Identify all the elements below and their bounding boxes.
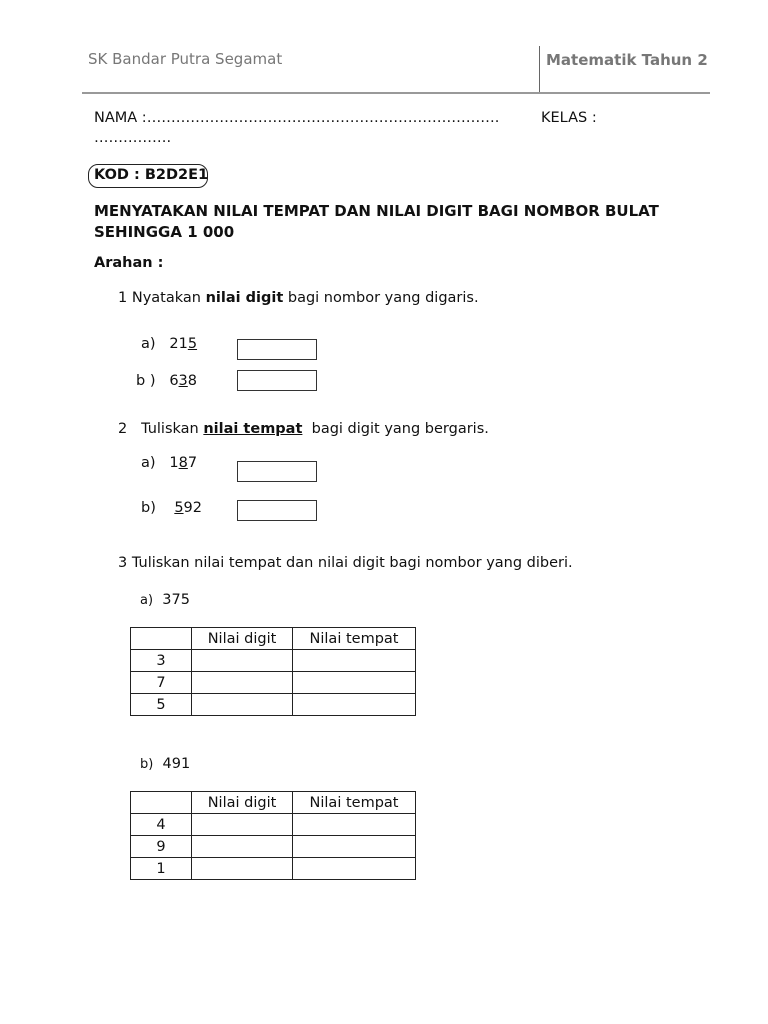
q1-item-b — [136, 373, 197, 389]
question-2 — [118, 421, 489, 437]
instructions-label: Arahan : — [94, 255, 164, 271]
answer-cell-nilai-tempat[interactable] — [293, 814, 416, 836]
item-number: 592 — [174, 500, 202, 516]
q3-part-b — [140, 756, 190, 772]
question-text-pre: Tuliskan — [141, 421, 199, 437]
part-number: 375 — [162, 592, 190, 608]
table-row — [131, 858, 416, 880]
answer-cell-nilai-digit[interactable] — [192, 694, 293, 716]
question-number: 2 — [118, 421, 128, 437]
answer-cell-nilai-tempat[interactable] — [293, 836, 416, 858]
header-divider — [539, 46, 540, 92]
question-text-post: bagi nombor yang digaris. — [287, 290, 479, 306]
table-header-cell: Nilai tempat — [293, 792, 416, 814]
question-text-post: bagi digit yang bergaris. — [311, 421, 489, 437]
question-text-pre: Nyatakan — [131, 290, 201, 306]
answer-cell-nilai-digit[interactable] — [192, 814, 293, 836]
table-header-cell: Nilai tempat — [293, 628, 416, 650]
part-label: a) — [140, 593, 154, 608]
answer-cell-nilai-digit[interactable] — [192, 858, 293, 880]
digit-cell: 7 — [131, 672, 192, 694]
item-label: a) — [141, 336, 156, 352]
table-row — [131, 694, 416, 716]
item-number: 187 — [169, 455, 198, 471]
digit-cell: 3 — [131, 650, 192, 672]
table-row — [131, 814, 416, 836]
answer-cell-nilai-digit[interactable] — [192, 836, 293, 858]
digit-cell: 9 — [131, 836, 192, 858]
answer-cell-nilai-digit[interactable] — [192, 650, 293, 672]
digit-cell: 4 — [131, 814, 192, 836]
part-number: 491 — [162, 756, 191, 772]
table-header-cell: Nilai digit — [192, 792, 293, 814]
answer-cell-nilai-tempat[interactable] — [293, 650, 416, 672]
question-text: Tuliskan nilai tempat dan nilai digit bagi nombor yang diberi. — [131, 555, 573, 571]
answer-box-q2a[interactable] — [237, 461, 317, 482]
answer-cell-nilai-tempat[interactable] — [293, 694, 416, 716]
question-keyword: nilai digit — [205, 290, 284, 306]
answer-cell-nilai-tempat[interactable] — [293, 672, 416, 694]
table-header-cell: Nilai digit — [192, 628, 293, 650]
worksheet-title: MENYATAKAN NILAI TEMPAT DAN NILAI DIGIT BAGI NOMBOR BULAT SEHINGGA 1 000 — [94, 202, 659, 241]
digit-cell: 5 — [131, 694, 192, 716]
answer-box-q1a[interactable] — [237, 339, 317, 360]
kelas-field[interactable]: KELAS : — [541, 110, 597, 126]
answer-cell-nilai-digit[interactable] — [192, 672, 293, 694]
table-q3b — [130, 791, 416, 880]
table-header-cell — [131, 792, 192, 814]
q1-item-a — [141, 336, 197, 352]
answer-box-q1b[interactable] — [237, 370, 317, 391]
item-label: b ) — [136, 373, 156, 389]
item-label: a) — [141, 455, 156, 471]
table-header-row — [131, 792, 416, 814]
q2-item-b — [141, 500, 202, 516]
table-q3a — [130, 627, 416, 716]
item-label: b) — [141, 500, 156, 516]
kod-code: KOD : B2D2E1 — [94, 167, 209, 183]
question-number: 3 — [118, 555, 128, 571]
question-number: 1 — [118, 290, 128, 306]
question-keyword: nilai tempat — [203, 421, 303, 437]
answer-cell-nilai-tempat[interactable] — [293, 858, 416, 880]
header-rule — [82, 92, 710, 94]
table-header-cell — [131, 628, 192, 650]
item-number: 215 — [169, 336, 198, 352]
kelas-dots: ……………. — [94, 130, 172, 146]
table-row — [131, 650, 416, 672]
digit-cell: 1 — [131, 858, 192, 880]
item-number: 638 — [169, 373, 198, 389]
table-row — [131, 672, 416, 694]
subject-title: Matematik Tahun 2 — [546, 51, 708, 69]
school-name: SK Bandar Putra Segamat — [88, 50, 283, 68]
q2-item-a — [141, 455, 197, 471]
answer-box-q2b[interactable] — [237, 500, 317, 521]
q3-part-a — [140, 592, 190, 608]
table-header-row — [131, 628, 416, 650]
nama-field[interactable]: NAMA :………………………………………………………………. — [94, 110, 500, 126]
table-row — [131, 836, 416, 858]
question-3 — [118, 555, 573, 571]
question-1 — [118, 290, 479, 306]
part-label: b) — [140, 757, 154, 772]
